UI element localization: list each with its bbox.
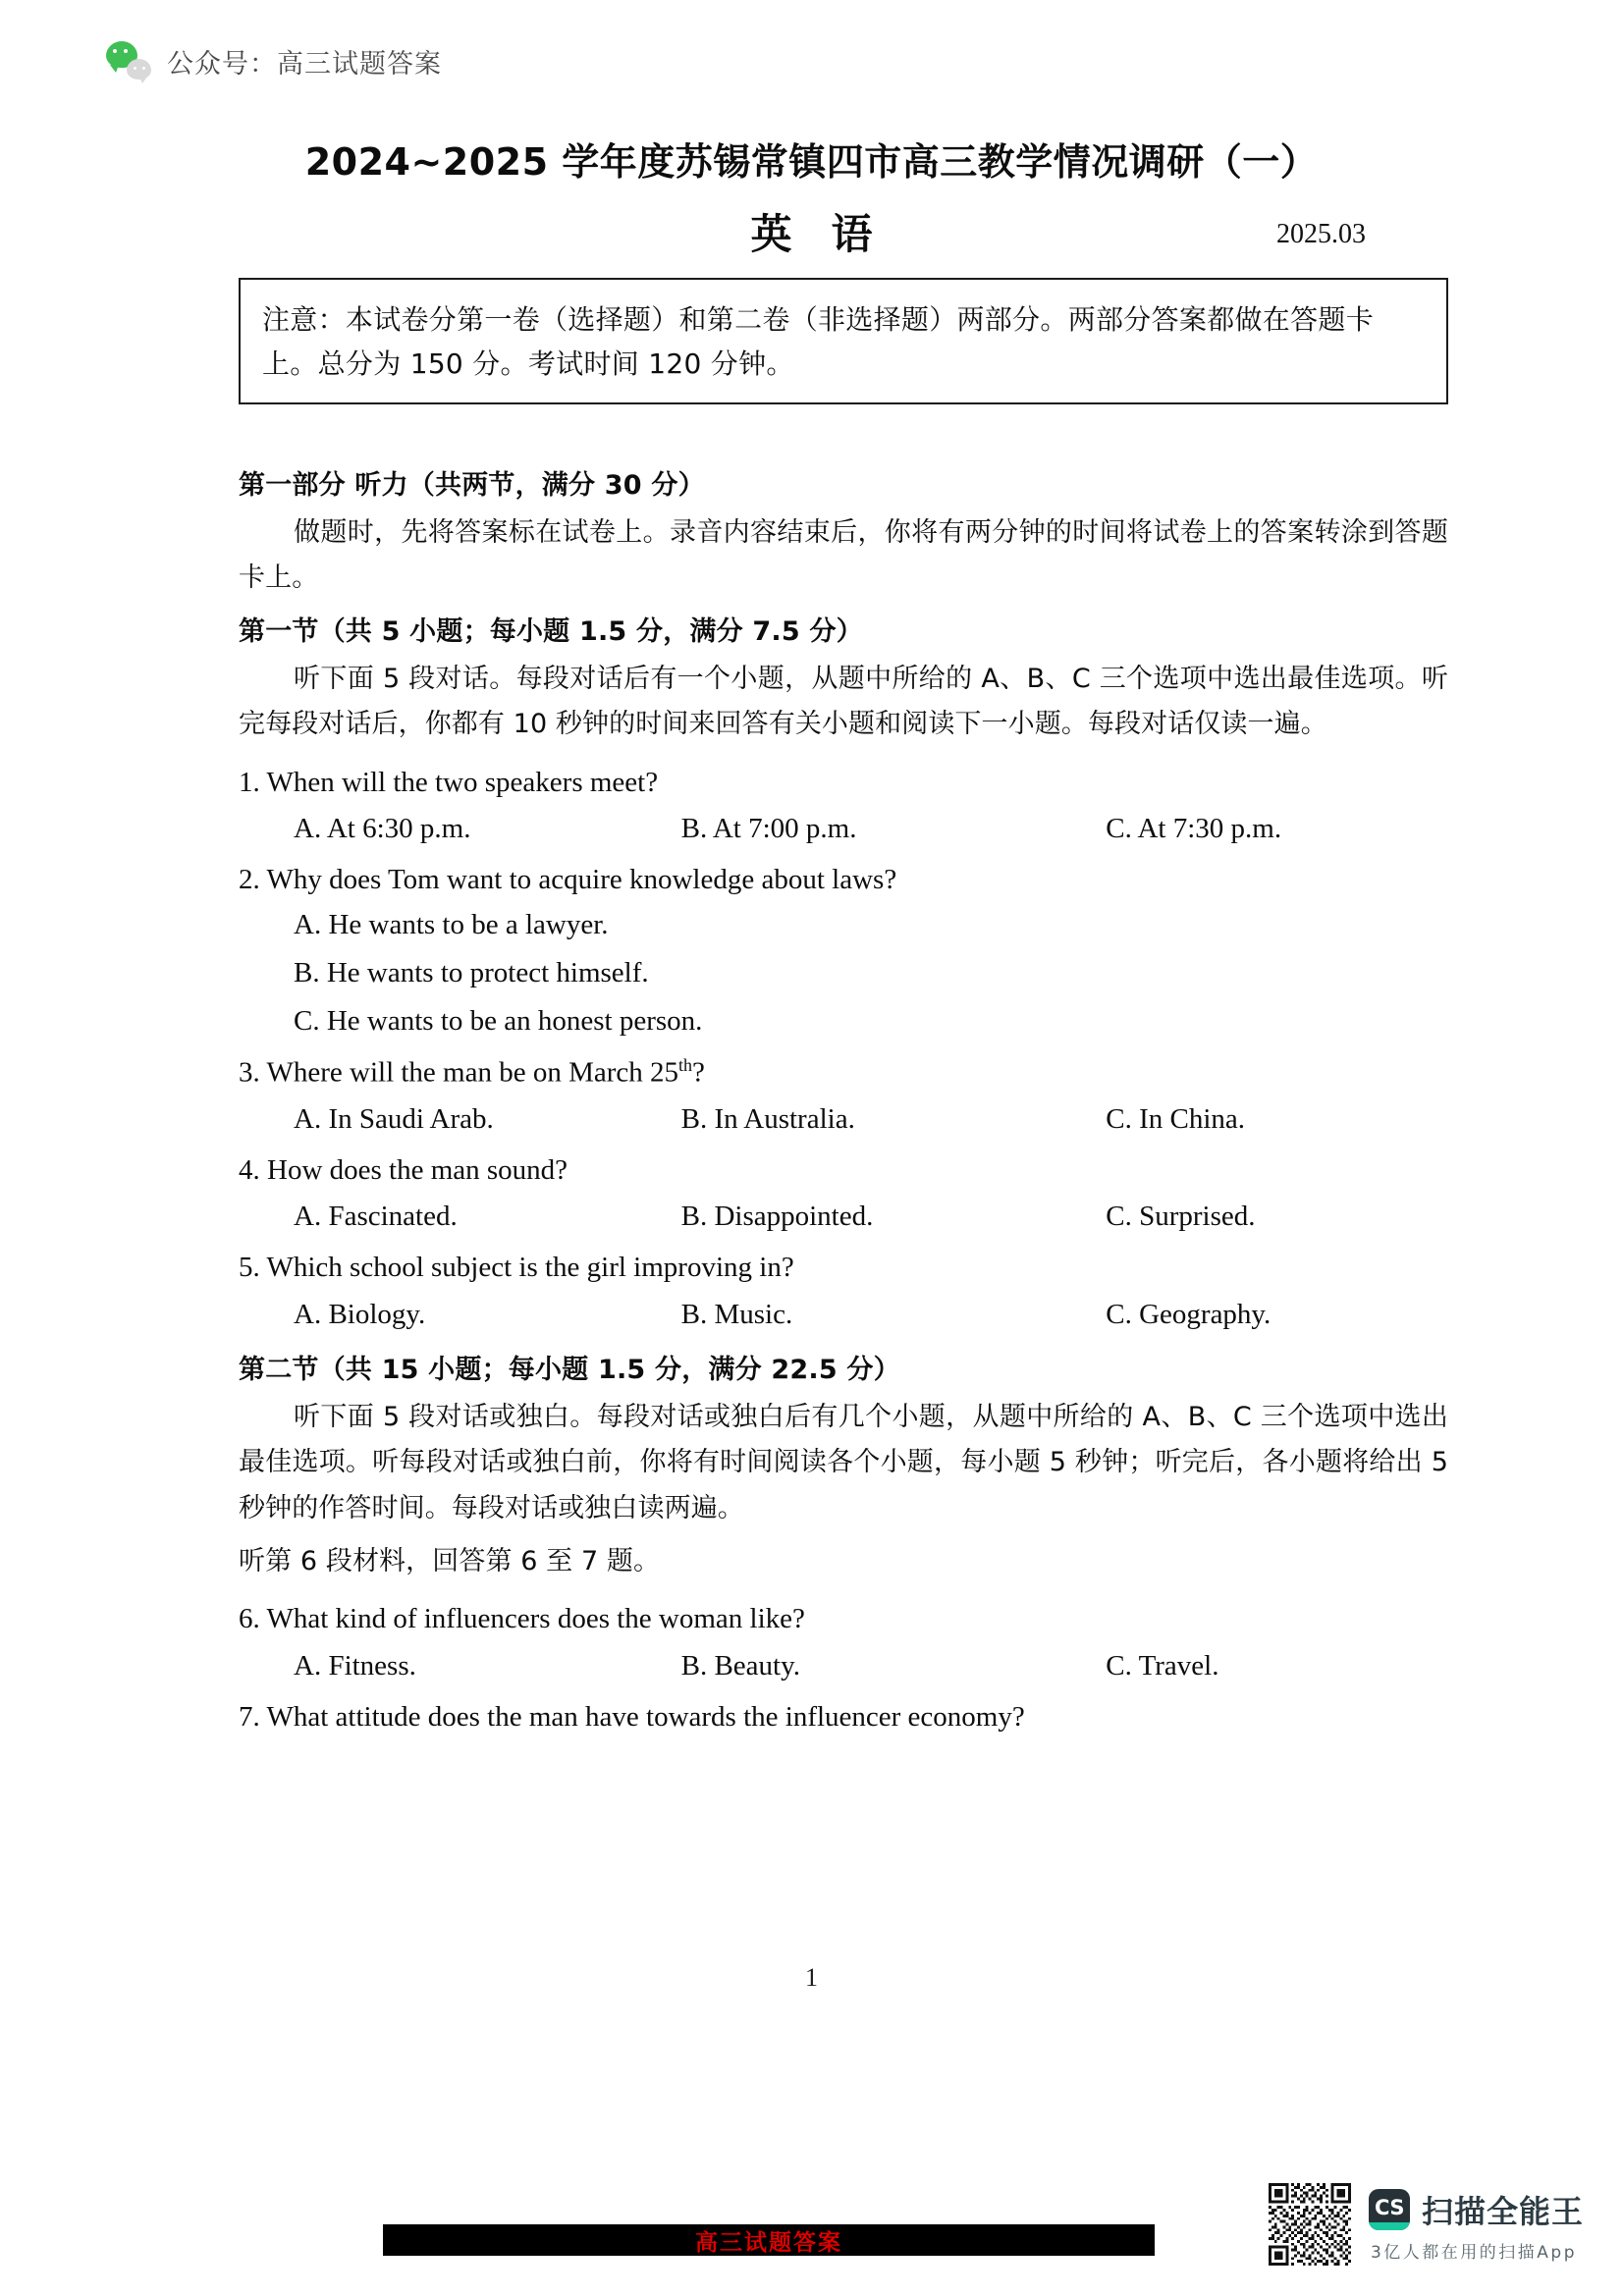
question-2-number: 2. [239, 864, 260, 895]
question-6-options [239, 1650, 1448, 1682]
camscanner-watermark [1269, 2183, 1584, 2266]
footer-watermark-text: 高三试题答案 [695, 2229, 842, 2256]
question-6 [239, 1601, 1448, 1636]
question-7-number: 7. [239, 1700, 260, 1733]
question-3-ordinal-suffix: th [678, 1055, 693, 1076]
option-a[interactable]: A. Fitness. [294, 1649, 416, 1682]
camscanner-logo-text: CS [1375, 2196, 1404, 2219]
question-1-options [239, 813, 1448, 845]
part-one-heading: 第一部分 听力（共两节，满分 30 分） [239, 470, 705, 501]
question-5 [239, 1250, 1448, 1285]
wechat-watermark-text: 公众号：高三试题答案 [167, 48, 442, 80]
section-two-heading: 第二节（共 15 小题；每小题 1.5 分，满分 22.5 分） [239, 1354, 900, 1385]
camscanner-brand: 扫描全能王 [1421, 2192, 1584, 2230]
option-c[interactable]: C. Travel. [1106, 1649, 1219, 1682]
question-4 [239, 1152, 1448, 1188]
option-b[interactable]: B. Music. [680, 1298, 793, 1330]
question-6-number: 6. [239, 1603, 260, 1635]
question-4-options [239, 1201, 1448, 1233]
subject-row [0, 202, 1623, 259]
question-3-number: 3. [239, 1056, 260, 1089]
question-2-text: Why does Tom want to acquire knowledge about laws? [266, 864, 897, 895]
subject-title: 英语 [750, 210, 912, 258]
question-7-text: What attitude does the man have towards the influencer economy? [266, 1700, 1025, 1733]
option-a[interactable]: A. Biology. [294, 1298, 426, 1330]
question-5-text: Which school subject is the girl improving in? [266, 1252, 794, 1284]
option-a[interactable]: A. He wants to be a lawyer. [294, 909, 609, 941]
section-one-heading: 第一节（共 5 小题；每小题 1.5 分，满分 7.5 分） [239, 615, 863, 647]
section-one-intro: 听下面 5 段对话。每段对话后有一个小题，从题中所给的 A、B、C 三个选项中选出最佳选项。听完每段对话后，你都有 10 秒钟的时间来回答有关小题和阅读下一小题。每段对话仅读一遍。 [239, 663, 1448, 740]
option-c[interactable]: C. In China. [1106, 1103, 1246, 1136]
option-b[interactable]: B. Beauty. [680, 1649, 800, 1682]
notice-box: 注意：本试卷分第一卷（选择题）和第二卷（非选择题）两部分。两部分答案都做在答题卡上。总分为 150 分。考试时间 120 分钟。 [239, 278, 1448, 404]
option-c[interactable]: C. At 7:30 p.m. [1106, 813, 1282, 844]
qr-code-icon [1269, 2183, 1351, 2266]
option-b[interactable]: B. Disappointed. [680, 1201, 874, 1233]
option-a[interactable]: A. In Saudi Arab. [294, 1103, 494, 1136]
section-two-intro: 听下面 5 段对话或独白。每段对话或独白后有几个小题，从题中所给的 A、B、C 三个选项中选出最佳选项。听每段对话或独白前，你将有时间阅读各个小题，每小题 5 秒钟；听完后，各小题将给出 5 秒钟的作答时间。每段对话或独白读两遍。 [239, 1401, 1448, 1523]
exam-date: 2025.03 [1276, 219, 1366, 249]
question-3 [239, 1054, 1448, 1091]
section-two-material-note: 听第 6 段材料，回答第 6 至 7 题。 [239, 1545, 661, 1576]
question-3-text-end: ? [692, 1056, 705, 1089]
document-body [239, 463, 1448, 1735]
question-3-text: Where will the man be on March 25 [266, 1056, 679, 1089]
option-b[interactable]: B. In Australia. [680, 1103, 855, 1136]
option-a[interactable]: A. Fascinated. [294, 1201, 458, 1233]
option-c[interactable]: C. Surprised. [1106, 1201, 1256, 1233]
question-7 [239, 1699, 1448, 1735]
question-2 [239, 862, 1448, 897]
wechat-watermark [106, 41, 442, 80]
question-1-number: 1. [239, 766, 260, 798]
question-3-options [239, 1103, 1448, 1136]
option-c[interactable]: C. Geography. [1106, 1298, 1271, 1330]
page-number: 1 [805, 1963, 818, 1992]
question-1 [239, 765, 1448, 800]
question-5-number: 5. [239, 1252, 260, 1284]
option-a[interactable]: A. At 6:30 p.m. [294, 813, 471, 844]
part-one-intro: 做题时，先将答案标在试卷上。录音内容结束后，你将有两分钟的时间将试卷上的答案转涂到答题卡上。 [239, 517, 1448, 594]
option-b[interactable]: B. He wants to protect himself. [294, 957, 649, 989]
question-4-number: 4. [239, 1154, 260, 1187]
option-b[interactable]: B. At 7:00 p.m. [680, 813, 857, 844]
camscanner-tagline: 3亿人都在用的扫描App [1370, 2242, 1578, 2263]
page-title: 2024~2025 学年度苏锡常镇四市高三教学情况调研（一） [304, 140, 1319, 184]
option-c[interactable]: C. He wants to be an honest person. [294, 1005, 703, 1038]
footer-watermark-bar [383, 2224, 1155, 2256]
wechat-logo-icon [106, 41, 151, 80]
question-4-text: How does the man sound? [267, 1154, 568, 1187]
question-5-options [239, 1299, 1448, 1331]
camscanner-logo-icon [1369, 2189, 1410, 2230]
question-1-text: When will the two speakers meet? [266, 766, 659, 798]
question-6-text: What kind of influencers does the woman like? [266, 1603, 805, 1635]
question-2-options [239, 909, 1448, 1038]
